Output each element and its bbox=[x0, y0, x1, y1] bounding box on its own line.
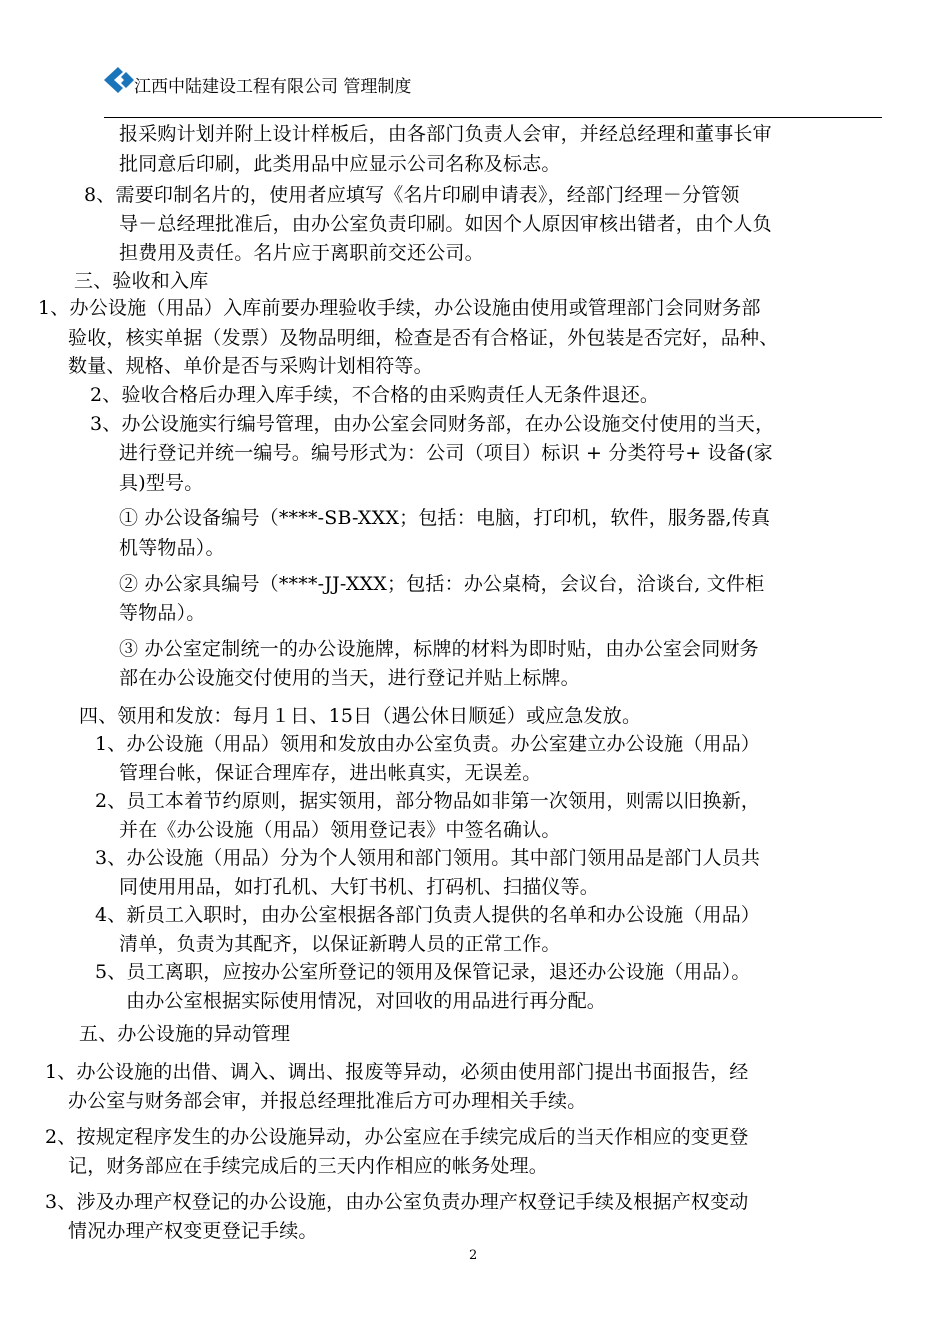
page-header bbox=[0, 0, 950, 120]
section-heading: 三、验收和入库 bbox=[74, 270, 209, 292]
section-heading: 四、领用和发放：每月１日、15日（遇公休日顺延）或应急发放。 bbox=[79, 705, 642, 727]
page-number: 2 bbox=[469, 1248, 478, 1263]
text-line: 具)型号。 bbox=[119, 472, 204, 494]
text-line: 2、验收合格后办理入库手续，不合格的由采购责任人无条件退还。 bbox=[90, 384, 660, 406]
text-line: 同使用用品，如打孔机、大钉书机、打码机、扫描仪等。 bbox=[119, 876, 600, 898]
company-title: 江西中陆建设工程有限公司 管理制度 bbox=[134, 77, 412, 97]
text-line: 3、涉及办理产权登记的办公设施，由办公室负责办理产权登记手续及根据产权变动 bbox=[45, 1191, 749, 1213]
text-line: 3、办公设施（用品）分为个人领用和部门领用。其中部门领用品是部门人员共 bbox=[95, 847, 761, 869]
text-line: 批同意后印刷，此类用品中应显示公司名称及标志。 bbox=[119, 153, 561, 175]
header-divider bbox=[104, 117, 882, 118]
text-line: 8、需要印制名片的，使用者应填写《名片印刷申请表》，经部门经理－分管领 bbox=[84, 184, 740, 206]
text-line: 1、办公设施的出借、调入、调出、报废等异动，必须由使用部门提出书面报告，经 bbox=[45, 1061, 749, 1083]
text-line: 1、办公设施（用品）入库前要办理验收手续，办公设施由使用或管理部门会同财务部 bbox=[38, 297, 761, 319]
text-line: 2、员工本着节约原则，据实领用，部分物品如非第一次领用，则需以旧换新， bbox=[95, 790, 761, 812]
text-line: ② 办公家具编号（****-JJ-XXX；包括：办公桌椅，会议台，洽谈台, 文件柜 bbox=[119, 573, 765, 595]
text-line: 管理台帐，保证合理库存，进出帐真实，无误差。 bbox=[119, 762, 542, 784]
text-line: 清单，负责为其配齐，以保证新聘人员的正常工作。 bbox=[119, 933, 561, 955]
text-line: 3、办公设施实行编号管理，由办公室会同财务部，在办公设施交付使用的当天， bbox=[90, 413, 775, 435]
text-line: 机等物品）。 bbox=[119, 537, 225, 559]
text-line: ① 办公设备编号（****-SB-XXX；包括：电脑，打印机，软件，服务器,传真 bbox=[119, 507, 771, 529]
text-line: 验收，核实单据（发票）及物品明细，检查是否有合格证，外包装是否完好，品种、 bbox=[68, 327, 779, 349]
text-line: 等物品）。 bbox=[119, 602, 206, 624]
text-line: 担费用及责任。名片应于离职前交还公司。 bbox=[119, 242, 484, 264]
text-line: ③ 办公室定制统一的办公设施牌，标牌的材料为即时贴，由办公室会同财务 bbox=[119, 638, 759, 660]
text-line: 并在《办公设施（用品）领用登记表》中签名确认。 bbox=[119, 819, 561, 841]
company-logo-icon bbox=[100, 66, 136, 94]
text-line: 由办公室根据实际使用情况，对回收的用品进行再分配。 bbox=[126, 990, 607, 1012]
text-line: 情况办理产权变更登记手续。 bbox=[68, 1220, 318, 1242]
text-line: 部在办公设施交付使用的当天，进行登记并贴上标牌。 bbox=[119, 667, 580, 689]
text-line: 2、按规定程序发生的办公设施异动，办公室应在手续完成后的当天作相应的变更登 bbox=[45, 1126, 749, 1148]
text-line: 4、新员工入职时，由办公室根据各部门负责人提供的名单和办公设施（用品） bbox=[95, 904, 761, 926]
text-line: 1、办公设施（用品）领用和发放由办公室负责。办公室建立办公设施（用品） bbox=[95, 733, 761, 755]
text-line: 数量、规格、单价是否与采购计划相符等。 bbox=[68, 355, 433, 377]
text-line: 办公室与财务部会审，并报总经理批准后方可办理相关手续。 bbox=[68, 1090, 587, 1112]
text-line: 进行登记并统一编号。编号形式为：公司（项目）标识 + 分类符号+ 设备(家 bbox=[119, 442, 773, 464]
text-line: 导－总经理批准后，由办公室负责印刷。如因个人原因审核出错者，由个人负 bbox=[119, 213, 772, 235]
text-line: 记，财务部应在手续完成后的三天内作相应的帐务处理。 bbox=[68, 1155, 549, 1177]
section-heading: 五、办公设施的异动管理 bbox=[79, 1023, 291, 1045]
text-line: 5、员工离职，应按办公室所登记的领用及保管记录，退还办公设施（用品）。 bbox=[95, 961, 751, 983]
text-line: 报采购计划并附上设计样板后，由各部门负责人会审，并经总经理和董事长审 bbox=[119, 123, 772, 145]
